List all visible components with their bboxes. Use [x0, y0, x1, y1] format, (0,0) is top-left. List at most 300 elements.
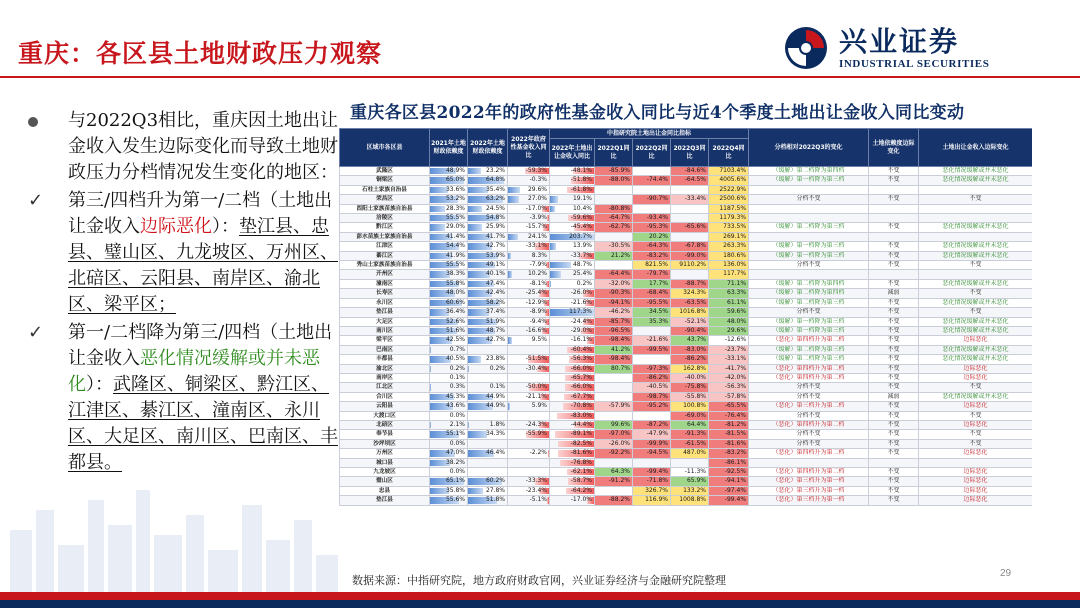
bar-value: 0.2% — [449, 364, 465, 372]
cell-dep-change — [869, 232, 919, 241]
cell-tier-change: （恶化）第三档升为第二档 — [749, 402, 869, 411]
bar-value: 19.1% — [572, 195, 592, 203]
cell-dep-2021 — [430, 242, 468, 251]
cell-region: 酉阳土家族苗族自治县 — [340, 204, 430, 213]
cell-q2: -79.7% — [633, 270, 671, 279]
bar-value: 45.3% — [445, 392, 465, 400]
cell-q2 — [633, 355, 671, 364]
cell-land-change: 恶化情况缓解或并未恶化 — [919, 176, 1032, 185]
cell-q4: -33.1% — [709, 355, 749, 364]
cell-tier-change: 分档不变 — [749, 430, 869, 439]
cell-region: 梁平区 — [340, 336, 430, 345]
cell-q1: -64.4% — [595, 270, 633, 279]
table-row — [340, 223, 1033, 232]
cell-region: 大足区 — [340, 317, 430, 326]
bar-value: 0.2% — [576, 279, 592, 287]
table-row — [340, 373, 1033, 382]
cell-dep-2021 — [430, 383, 468, 392]
cell-q3 — [671, 458, 709, 467]
cell-dep-change: 不变 — [869, 298, 919, 307]
cell-land-change: 不变 — [919, 195, 1032, 204]
cell-tier-change: 分档不变 — [749, 308, 869, 317]
cell-dep-2022 — [468, 317, 508, 326]
data-bar — [430, 206, 445, 212]
table-title: 重庆各区县2022年的政府性基金收入同比与近4个季度土地出让金收入同比变动 — [350, 103, 965, 123]
data-bar — [430, 422, 431, 428]
cell-dep-2022 — [468, 402, 508, 411]
cell-land-yoy — [550, 364, 595, 373]
down-text-green: 恶化情况缓解或并未恶化 — [68, 348, 320, 395]
title-bar — [18, 30, 738, 74]
cell-land-yoy — [550, 317, 595, 326]
cell-land-change: 边际恶化 — [919, 449, 1032, 458]
bar-value: 8.3% — [531, 251, 547, 259]
bar-value: -16.1% — [570, 336, 592, 344]
cell-q3 — [671, 204, 709, 213]
cell-q2 — [633, 411, 671, 420]
cell-land-yoy — [550, 420, 595, 429]
cell-tier-change: 分档不变 — [749, 383, 869, 392]
cell-q2: -99.5% — [633, 345, 671, 354]
cell-fund-yoy — [508, 355, 550, 364]
bar-value: 0.0% — [449, 439, 465, 447]
bar-value: 0.1% — [489, 383, 505, 391]
cell-land-yoy — [550, 289, 595, 298]
cell-dep-change: 不变 — [869, 373, 919, 382]
cell-dep-2021 — [430, 496, 468, 505]
bar-value: 13.9% — [572, 242, 592, 250]
cell-land-yoy — [550, 308, 595, 317]
cell-land-yoy — [550, 373, 595, 382]
bar-value: 5.9% — [531, 402, 547, 410]
cell-q4: -97.4% — [709, 486, 749, 495]
cell-dep-2022 — [468, 411, 508, 420]
cell-fund-yoy — [508, 345, 550, 354]
bar-value: -30.4% — [525, 364, 547, 372]
cell-q2: -83.2% — [633, 251, 671, 260]
cell-q4: 263.3% — [709, 242, 749, 251]
table-row — [340, 326, 1033, 335]
bar-value: -16.6% — [525, 326, 547, 334]
cell-land-change: 恶化情况缓解或并未恶化 — [919, 223, 1032, 232]
cell-q4: 1179.3% — [709, 214, 749, 223]
cell-dep-2021 — [430, 486, 468, 495]
cell-region: 秀山土家族苗族自治县 — [340, 261, 430, 270]
bar-value: -60.4% — [570, 345, 592, 353]
cell-q2 — [633, 185, 671, 194]
cell-dep-2021 — [430, 204, 468, 213]
cell-region: 渝北区 — [340, 364, 430, 373]
bar-value: 10.2% — [527, 270, 547, 278]
intro-text: 与2022Q3相比，重庆因土地出让金收入发生边际变化而导致土地财政压力分档情况发生变化的地区： — [68, 110, 339, 183]
cell-land-change: 不变 — [919, 430, 1032, 439]
cell-dep-2022 — [468, 477, 508, 486]
cell-dep-2022 — [468, 326, 508, 335]
cell-fund-yoy — [508, 468, 550, 477]
logo-en: INDUSTRIAL SECURITIES — [839, 58, 990, 70]
header-q1: 2022Q1同比 — [595, 139, 633, 167]
table-row — [340, 439, 1033, 448]
cell-land-change: 恶化情况缓解或并未恶化 — [919, 242, 1032, 251]
cell-q2: -97.3% — [633, 364, 671, 373]
bar-value: 42.7% — [485, 242, 505, 250]
cell-q3: -90.4% — [671, 326, 709, 335]
cell-q3: -75.8% — [671, 383, 709, 392]
cell-land-change: 恶化情况缓解或并未恶化 — [919, 326, 1032, 335]
data-table-container — [339, 128, 1032, 568]
cell-q3: 1016.8% — [671, 308, 709, 317]
bar-value: 23.2% — [485, 167, 505, 174]
cell-dep-change: 不变 — [869, 195, 919, 204]
cell-q3: -61.5% — [671, 439, 709, 448]
cell-dep-change: 不变 — [869, 449, 919, 458]
cell-dep-change: 不变 — [869, 355, 919, 364]
cell-q3: 64.4% — [671, 420, 709, 429]
cell-dep-2022 — [468, 364, 508, 373]
cell-dep-2022 — [468, 261, 508, 270]
cell-dep-2021 — [430, 420, 468, 429]
bar-value: 48.0% — [445, 289, 465, 297]
bar-value: -70.8% — [570, 402, 592, 410]
bar-value: -44.4% — [570, 420, 592, 428]
cell-land-yoy — [550, 242, 595, 251]
cell-q1: -94.1% — [595, 298, 633, 307]
bar-value: -25.4% — [525, 289, 547, 297]
cell-tier-change: （缓解）第二档降为第四档 — [749, 279, 869, 288]
cell-q3: 65.9% — [671, 477, 709, 486]
cell-dep-2021 — [430, 336, 468, 345]
cell-fund-yoy — [508, 298, 550, 307]
cell-dep-2021 — [430, 298, 468, 307]
data-bar — [508, 187, 520, 193]
table-row — [340, 458, 1033, 467]
cell-q2: -74.4% — [633, 176, 671, 185]
bar-value: 63.2% — [485, 195, 505, 203]
bar-value: 23.8% — [485, 355, 505, 363]
cell-dep-2022 — [468, 298, 508, 307]
bar-value: 55.1% — [445, 430, 465, 438]
table-row — [340, 242, 1033, 251]
table-row — [340, 251, 1033, 260]
cell-fund-yoy — [508, 430, 550, 439]
cell-tier-change: （缓解）第二档降为第三档 — [749, 298, 869, 307]
cell-land-yoy — [550, 176, 595, 185]
data-bar — [468, 431, 487, 437]
cell-q4: 180.6% — [709, 251, 749, 260]
cell-q1: -62.7% — [595, 223, 633, 232]
cell-q4: -42.0% — [709, 373, 749, 382]
cell-tier-change: （恶化）第四档升为第二档 — [749, 420, 869, 429]
cell-fund-yoy — [508, 477, 550, 486]
cell-region: 江津区 — [340, 242, 430, 251]
bar-value: -2.2% — [529, 449, 547, 457]
cell-q4: -81.6% — [709, 439, 749, 448]
cell-tier-change: （恶化）第三档升为第一档 — [749, 477, 869, 486]
cell-dep-2022 — [468, 289, 508, 298]
cell-q4: 71.1% — [709, 279, 749, 288]
cell-fund-yoy — [508, 496, 550, 505]
cell-land-yoy — [550, 279, 595, 288]
cell-dep-change: 不变 — [869, 176, 919, 185]
data-bar — [468, 488, 483, 494]
cell-dep-change — [869, 270, 919, 279]
cell-q2: 20.2% — [633, 232, 671, 241]
bar-value: 41.4% — [445, 232, 465, 240]
bar-value: -8.9% — [529, 308, 547, 316]
bar-value: 55.5% — [445, 214, 465, 222]
bar-value: 60.2% — [485, 477, 505, 485]
cell-q4: -99.4% — [709, 496, 749, 505]
cell-dep-2022 — [468, 251, 508, 260]
company-logo-icon — [783, 25, 829, 71]
bar-value: 41.9% — [445, 251, 465, 259]
table-row — [340, 486, 1033, 495]
cell-q1: 41.2% — [595, 345, 633, 354]
cell-tier-change: （缓解）第二档降为第三档 — [749, 223, 869, 232]
down-list: 武隆区、铜梁区、黔江区、江津区、綦江区、潼南区、永川区、大足区、南川区、巴南区、丰都县。 — [68, 374, 338, 473]
cell-region: 丰都县 — [340, 355, 430, 364]
data-bar — [508, 234, 518, 240]
cell-q3: -40.0% — [671, 373, 709, 382]
cell-dep-2022 — [468, 420, 508, 429]
bar-value: -23.4% — [525, 486, 547, 494]
bar-value: -59.3% — [525, 167, 547, 174]
cell-q2: -94.5% — [633, 449, 671, 458]
cell-land-change: 恶化情况缓解或并未恶化 — [919, 355, 1032, 364]
cell-q2: -99.4% — [633, 468, 671, 477]
cell-q3: 133.2% — [671, 486, 709, 495]
cell-dep-2021 — [430, 214, 468, 223]
cell-dep-change — [869, 458, 919, 467]
cell-q4: -94.1% — [709, 477, 749, 486]
bar-value: -33.3% — [525, 477, 547, 485]
cell-dep-2022 — [468, 496, 508, 505]
bar-value: -21.1% — [525, 392, 547, 400]
table-row — [340, 411, 1033, 420]
cell-region: 沙坪坝区 — [340, 439, 430, 448]
data-bar — [508, 196, 519, 202]
cell-dep-2022 — [468, 430, 508, 439]
cell-dep-2022 — [468, 242, 508, 251]
cell-q1 — [595, 458, 633, 467]
cell-dep-2021 — [430, 270, 468, 279]
cell-q1 — [595, 486, 633, 495]
cell-q4: 61.1% — [709, 298, 749, 307]
cell-dep-2021 — [430, 392, 468, 401]
cell-dep-change: 不变 — [869, 383, 919, 392]
cell-q1: 80.7% — [595, 364, 633, 373]
cell-dep-2021 — [430, 167, 468, 176]
cell-tier-change — [749, 204, 869, 213]
check-icon: ✓ — [28, 322, 44, 343]
cell-land-change — [919, 270, 1032, 279]
cell-fund-yoy — [508, 232, 550, 241]
cell-land-yoy — [550, 232, 595, 241]
cell-q1: 64.3% — [595, 468, 633, 477]
data-bar — [508, 403, 510, 409]
cell-q2 — [633, 326, 671, 335]
cell-region: 石柱土家族自治县 — [340, 185, 430, 194]
cell-land-change — [919, 204, 1032, 213]
cell-q2: -21.6% — [633, 336, 671, 345]
cell-land-yoy — [550, 326, 595, 335]
bar-value: -33.7% — [570, 251, 592, 259]
cell-q3 — [671, 232, 709, 241]
cell-q4: 59.6% — [709, 308, 749, 317]
cell-land-yoy — [550, 336, 595, 345]
cell-q2: -95.5% — [633, 298, 671, 307]
header-q4: 2022Q4同比 — [709, 139, 749, 167]
bar-value: -3.9% — [529, 214, 547, 222]
cell-q1: -85.7% — [595, 317, 633, 326]
bar-value: -76.8% — [570, 458, 592, 466]
up-text-red: 边际恶化 — [140, 216, 212, 237]
cell-fund-yoy — [508, 411, 550, 420]
cell-fund-yoy — [508, 392, 550, 401]
cell-tier-change: （恶化）第四档升为第二档 — [749, 449, 869, 458]
bar-value: -66.0% — [570, 364, 592, 372]
cell-land-yoy — [550, 345, 595, 354]
bar-value: -66.0% — [570, 383, 592, 391]
cell-fund-yoy — [508, 279, 550, 288]
title-underline — [0, 76, 1080, 78]
cell-q4: 136.0% — [709, 261, 749, 270]
cell-dep-change: 不变 — [869, 430, 919, 439]
table-row — [340, 345, 1033, 354]
cell-q3: 324.3% — [671, 289, 709, 298]
cell-q1: -96.5% — [595, 326, 633, 335]
table-row — [340, 317, 1033, 326]
cell-dep-change — [869, 185, 919, 194]
bar-value: 38.3% — [445, 270, 465, 278]
bar-value: 9.5% — [531, 336, 547, 344]
cell-dep-change: 不变 — [869, 336, 919, 345]
cell-land-change — [919, 185, 1032, 194]
bar-value: 0.0% — [449, 468, 465, 475]
cell-land-change — [919, 232, 1032, 241]
bar-value: -29.0% — [570, 326, 592, 334]
cell-q4: -86.1% — [709, 458, 749, 467]
cell-q3: -99.0% — [671, 251, 709, 260]
cell-q4: 117.7% — [709, 270, 749, 279]
cell-q2: -99.9% — [633, 439, 671, 448]
cell-region: 开州区 — [340, 270, 430, 279]
page-title: 重庆：各区县土地财政压力观察 — [18, 39, 383, 68]
up-text-b: ）： — [212, 216, 239, 237]
bar-value: 25.9% — [485, 223, 505, 231]
cell-q4: -12.6% — [709, 336, 749, 345]
cell-q3: 9110.2% — [671, 261, 709, 270]
cell-q2: -93.4% — [633, 214, 671, 223]
cell-q1 — [595, 261, 633, 270]
cell-dep-2022 — [468, 167, 508, 176]
cell-q4: 4005.6% — [709, 176, 749, 185]
bar-value: 46.4% — [485, 449, 505, 457]
table-row — [340, 195, 1033, 204]
cell-land-yoy — [550, 392, 595, 401]
bar-value: -51.8% — [570, 176, 592, 184]
cell-q1: -85.9% — [595, 167, 633, 176]
cell-fund-yoy — [508, 176, 550, 185]
cell-land-yoy — [550, 458, 595, 467]
cell-q2: -64.3% — [633, 242, 671, 251]
cell-dep-change: 不变 — [869, 477, 919, 486]
cell-dep-2021 — [430, 195, 468, 204]
logo-text — [839, 26, 989, 70]
cell-dep-2022 — [468, 449, 508, 458]
cell-dep-change: 减弱 — [869, 289, 919, 298]
cell-land-yoy — [550, 383, 595, 392]
bar-value: -59.6% — [570, 214, 592, 222]
cell-tier-change: （缓解）第一档降为第三档 — [749, 251, 869, 260]
cell-fund-yoy — [508, 270, 550, 279]
cell-dep-change — [869, 204, 919, 213]
cell-q3: -33.4% — [671, 195, 709, 204]
cell-land-change: 恶化情况缓解或并未恶化 — [919, 345, 1032, 354]
cell-dep-2021 — [430, 176, 468, 185]
bar-value: 44.9% — [485, 402, 505, 410]
cell-dep-2022 — [468, 355, 508, 364]
cell-dep-2021 — [430, 223, 468, 232]
cell-q4: 733.5% — [709, 223, 749, 232]
cell-q3: 1008.8% — [671, 496, 709, 505]
table-row — [340, 232, 1033, 241]
cell-dep-2022 — [468, 336, 508, 345]
data-bar — [550, 271, 561, 277]
cell-region: 长寿区 — [340, 289, 430, 298]
bar-value: 55.8% — [445, 279, 465, 287]
bar-value: 48.7% — [485, 326, 505, 334]
cell-dep-change: 不变 — [869, 317, 919, 326]
table-row — [340, 420, 1033, 429]
cell-q1: -91.2% — [595, 477, 633, 486]
check-icon: ✓ — [28, 190, 44, 211]
cell-q2: -87.2% — [633, 420, 671, 429]
cell-land-change: 不变 — [919, 308, 1032, 317]
cell-land-change: 边际恶化 — [919, 402, 1032, 411]
cell-dep-change: 不变 — [869, 496, 919, 505]
cell-dep-2022 — [468, 204, 508, 213]
bar-value: 52.6% — [445, 317, 465, 325]
cell-region: 大渡口区 — [340, 411, 430, 420]
data-bar — [550, 262, 571, 268]
cell-land-change: 边际恶化 — [919, 477, 1032, 486]
bar-value: 51.8% — [485, 496, 505, 504]
cell-tier-change: 分档不变 — [749, 392, 869, 401]
bar-value: 64.8% — [485, 176, 505, 184]
cell-fund-yoy — [508, 308, 550, 317]
cell-region: 奉节县 — [340, 430, 430, 439]
cell-dep-change: 不变 — [869, 364, 919, 373]
cell-q2: 326.7% — [633, 486, 671, 495]
bar-value: -67.7% — [570, 392, 592, 400]
cell-q2: -95.2% — [633, 402, 671, 411]
cell-land-change: 不变 — [919, 383, 1032, 392]
cell-region: 荣昌区 — [340, 195, 430, 204]
header-region: 区域市各区县 — [340, 129, 430, 167]
bar-value: 58.2% — [485, 298, 505, 306]
down-text-b: ）： — [86, 374, 113, 395]
bar-value: 35.8% — [445, 486, 465, 494]
cell-fund-yoy — [508, 439, 550, 448]
cell-land-yoy — [550, 355, 595, 364]
cell-land-change: 边际恶化 — [919, 486, 1032, 495]
bar-value: 60.6% — [445, 298, 465, 306]
cell-dep-2022 — [468, 439, 508, 448]
cell-land-yoy — [550, 223, 595, 232]
cell-dep-2021 — [430, 411, 468, 420]
cell-q3: -91.3% — [671, 430, 709, 439]
